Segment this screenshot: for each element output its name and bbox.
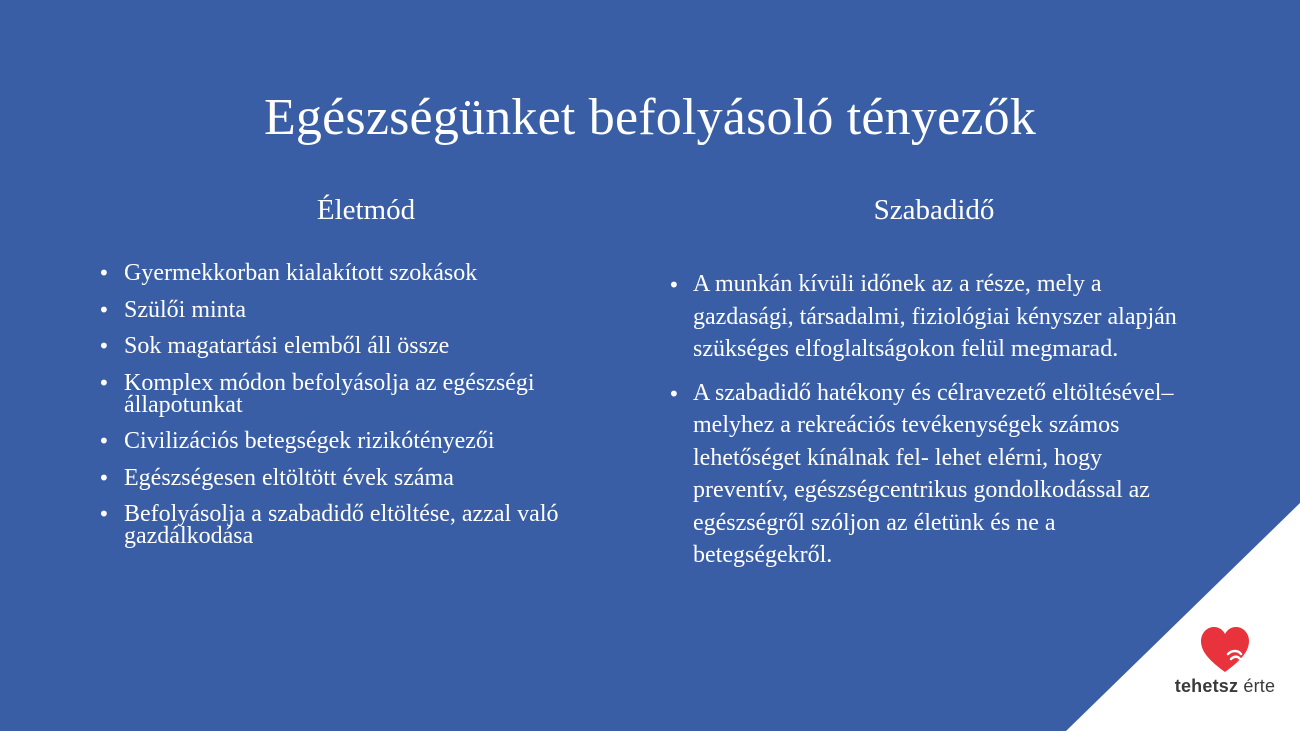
bullet-icon: •	[98, 261, 110, 285]
bullet-icon: •	[98, 297, 110, 322]
bullet-icon: •	[668, 381, 680, 406]
list-item	[98, 262, 638, 284]
list-item-text: A munkán kívüli időnek az a része, mely a gazdasági, társadalmi, fiziológiai kényszer alapján szükséges elfoglaltságokon felül megmarad.	[693, 271, 1177, 362]
list-item-text: Komplex módon befolyásolja az egészségi állapotunkat	[124, 369, 535, 418]
right-bullet-list	[668, 268, 1188, 583]
list-item-text: Gyermekkorban kialakított szokások	[124, 260, 478, 286]
slide-title: Egészségünket befolyásoló tényezők	[263, 89, 1037, 146]
right-column-heading: Szabadidő	[873, 194, 995, 226]
logo	[1160, 622, 1290, 702]
logo-text	[1160, 674, 1290, 698]
bullet-icon: •	[98, 334, 110, 358]
list-item	[98, 503, 638, 547]
list-item-text: Befolyásolja a szabadidő eltöltése, azzal való gazdálkodása	[124, 501, 559, 549]
bullet-icon: •	[98, 370, 110, 395]
list-item	[98, 430, 638, 452]
list-item	[668, 268, 1188, 366]
list-item-text: A szabadidő hatékony és célravezető eltöltésével– melyhez a rekreációs tevékenységek számos lehetőséget kínálnak fel- lehet elérni, hogy preventív, egészségcentrikus gondolkodással az egészségről szóljon az életünk és ne a betegségekről.	[693, 379, 1174, 568]
bullet-icon: •	[98, 465, 110, 490]
list-item-text: Civilizációs betegségek rizikótényezői	[124, 428, 495, 454]
bullet-icon: •	[668, 273, 680, 297]
list-item	[98, 335, 638, 357]
bullet-icon: •	[98, 429, 110, 453]
list-item	[98, 369, 638, 418]
list-item	[668, 377, 1188, 572]
left-bullet-list	[98, 262, 638, 562]
bullet-icon: •	[98, 502, 110, 526]
list-item-text: Egészségesen eltöltött évek száma	[124, 464, 454, 491]
logo-text-light: érte	[1243, 676, 1276, 696]
logo-text-bold: tehetsz	[1174, 676, 1239, 696]
list-item-text: Szülői minta	[124, 296, 246, 323]
list-item	[98, 464, 638, 491]
left-column-heading: Életmód	[316, 194, 416, 226]
list-item-text: Sok magatartási elemből áll össze	[124, 333, 450, 359]
list-item	[98, 296, 638, 323]
heart-icon	[1198, 624, 1252, 676]
